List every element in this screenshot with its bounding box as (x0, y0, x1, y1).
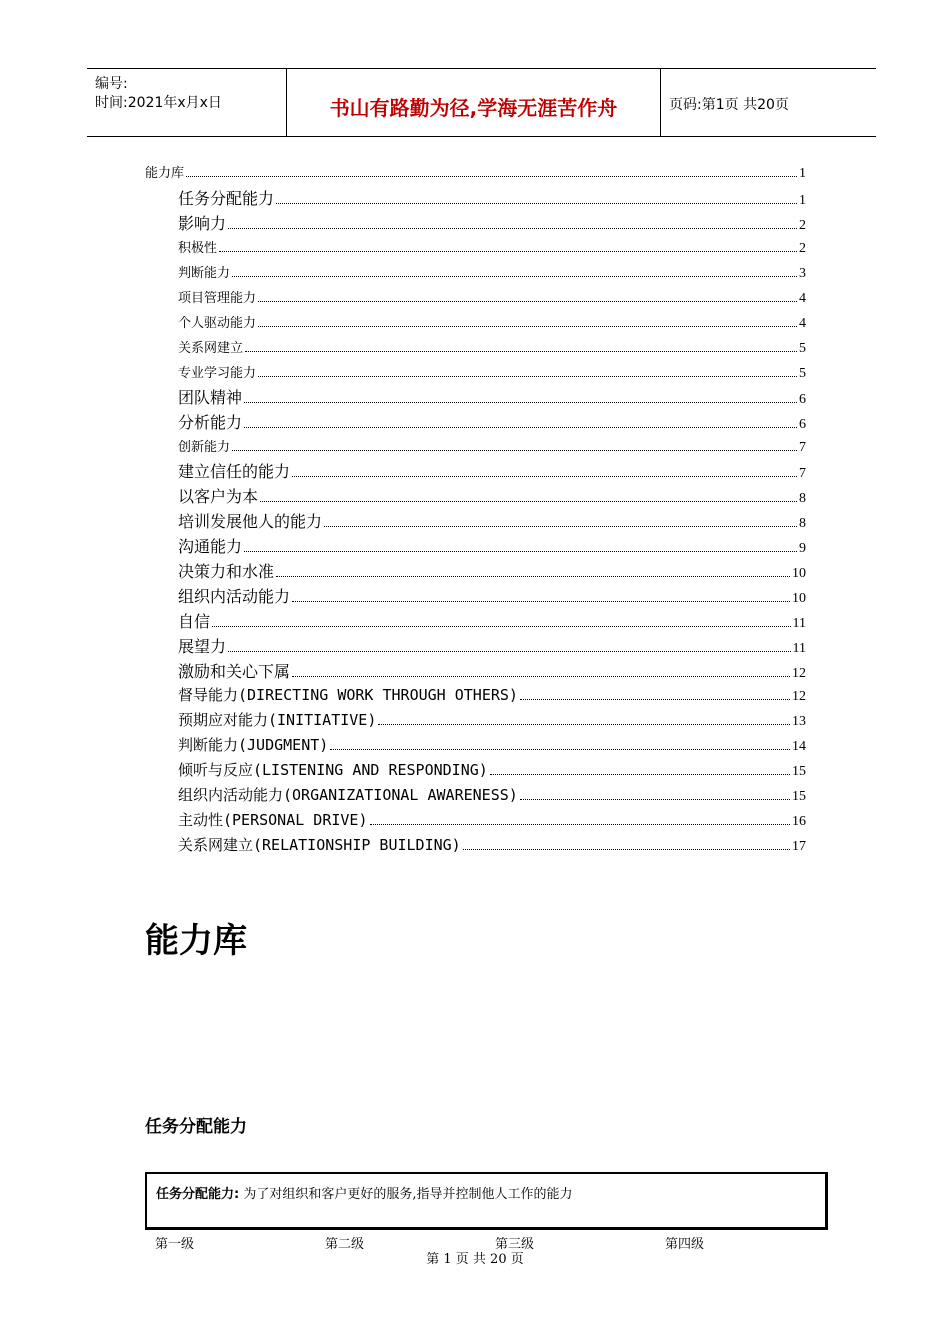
toc-entry-title: 激励和关心下属 (178, 662, 291, 681)
toc-entry-title: 积极性 (178, 241, 218, 256)
toc-entry-title: 建立信任的能力 (178, 462, 291, 481)
toc-entry[interactable] (178, 337, 806, 357)
toc-leader (244, 426, 797, 428)
toc-entry-page: 5 (799, 341, 806, 356)
toc-entry-page: 17 (792, 839, 806, 854)
toc-leader (232, 275, 797, 277)
toc-entry-page: 5 (799, 366, 806, 381)
toc-leader (260, 500, 797, 502)
toc-entry[interactable] (178, 684, 806, 705)
toc-entry[interactable] (178, 784, 806, 805)
toc-leader (244, 550, 797, 552)
header-motto: 书山有路勤为径,学海无涯苦作舟 (329, 96, 618, 120)
toc-entry-title: 组织内活动能力(ORGANIZATIONAL AWARENESS) (178, 786, 518, 804)
toc-entry-title: 主动性(PERSONAL DRIVE) (178, 811, 368, 829)
toc-leader (463, 848, 790, 850)
toc-entry-page: 2 (799, 241, 806, 256)
toc-leader (292, 675, 790, 677)
toc-entry-page: 3 (799, 266, 806, 281)
toc-entry-title: 培训发展他人的能力 (178, 512, 323, 531)
toc-entry-page: 11 (792, 641, 806, 656)
toc-entry[interactable] (178, 659, 806, 682)
toc-entry[interactable] (145, 162, 806, 182)
toc-entry-title: 分析能力 (178, 413, 243, 432)
main-title: 能力库 (145, 921, 247, 961)
toc-entry[interactable] (178, 484, 806, 507)
toc-entry-title: 专业学习能力 (178, 366, 257, 381)
toc-entry[interactable] (178, 584, 806, 607)
toc-entry[interactable] (178, 534, 806, 557)
toc-leader (186, 175, 797, 177)
toc-entry-title: 以客户为本 (178, 487, 259, 506)
toc-leader (378, 723, 790, 725)
toc-entry-title: 组织内活动能力 (178, 587, 291, 606)
toc-entry-title: 影响力 (178, 214, 227, 233)
toc-leader (520, 798, 790, 800)
toc-leader (258, 325, 797, 327)
level-2-label: 第二级 (325, 1237, 365, 1252)
toc-leader (219, 250, 797, 252)
toc-leader (276, 202, 797, 204)
toc-entry-page: 7 (799, 440, 806, 455)
toc-leader (292, 600, 790, 602)
toc-entry[interactable] (178, 609, 806, 632)
toc-entry[interactable] (178, 809, 806, 830)
toc-entry-title: 倾听与反应(LISTENING AND RESPONDING) (178, 761, 488, 779)
toc-entry-page: 10 (792, 566, 806, 581)
toc-leader (212, 625, 791, 627)
toc-leader (244, 401, 797, 403)
toc-entry-page: 14 (792, 739, 806, 754)
toc-entry[interactable] (178, 759, 806, 780)
toc-entry-page: 15 (792, 764, 806, 779)
toc-entry[interactable] (178, 436, 806, 456)
definition-box (145, 1172, 828, 1230)
toc-entry[interactable] (178, 262, 806, 282)
toc-entry[interactable] (178, 734, 806, 755)
toc-entry-page: 8 (799, 491, 806, 506)
toc-entry-page: 12 (792, 689, 806, 704)
header-page-cell (661, 69, 876, 136)
toc-leader (370, 823, 791, 825)
toc-entry-page: 4 (799, 316, 806, 331)
toc-entry-title: 个人驱动能力 (178, 316, 257, 331)
toc-entry-title: 判断能力 (178, 266, 231, 281)
toc-entry-title: 决策力和水准 (178, 562, 275, 581)
toc-entry[interactable] (178, 211, 806, 234)
toc-entry-page: 9 (799, 541, 806, 556)
toc-entry[interactable] (178, 410, 806, 433)
toc-entry-page: 1 (799, 193, 806, 208)
toc-entry-title: 沟通能力 (178, 537, 243, 556)
toc-entry[interactable] (178, 237, 806, 257)
toc-entry-page: 6 (799, 392, 806, 407)
toc-entry[interactable] (178, 287, 806, 307)
toc-entry-page: 6 (799, 417, 806, 432)
toc-entry[interactable] (178, 362, 806, 382)
definition-term: 任务分配能力: (156, 1187, 240, 1202)
toc-entry-title: 判断能力(JUDGMENT) (178, 736, 329, 754)
page-footer: 第 1 页 共 20 页 (426, 1252, 524, 1267)
toc-entry-title: 能力库 (145, 166, 185, 181)
toc-entry-title: 关系网建立 (178, 341, 244, 356)
level-1-label: 第一级 (155, 1237, 195, 1252)
toc-entry-page: 15 (792, 789, 806, 804)
toc-leader (520, 698, 790, 700)
toc-leader (292, 475, 797, 477)
document-date: 时间:2021年x月x日 (95, 95, 222, 111)
toc-entry[interactable] (178, 459, 806, 482)
toc-entry-page: 13 (792, 714, 806, 729)
toc-entry-title: 预期应对能力(INITIATIVE) (178, 711, 377, 729)
toc-entry[interactable] (178, 709, 806, 730)
toc-entry-title: 自信 (178, 612, 211, 631)
toc-entry[interactable] (178, 509, 806, 532)
toc-entry[interactable] (178, 186, 806, 209)
toc-entry-page: 7 (799, 466, 806, 481)
toc-leader (245, 350, 797, 352)
definition-text (156, 1183, 572, 1202)
toc-entry-page: 10 (792, 591, 806, 606)
toc-entry-page: 4 (799, 291, 806, 306)
toc-entry-title: 展望力 (178, 637, 227, 656)
toc-leader (330, 748, 790, 750)
toc-entry-page: 1 (799, 166, 806, 181)
toc-leader (276, 575, 790, 577)
header-motto-cell (287, 69, 661, 136)
toc-entry-title: 督导能力(DIRECTING WORK THROUGH OTHERS) (178, 686, 518, 704)
level-4-label: 第四级 (665, 1237, 705, 1252)
toc-entry-title: 创新能力 (178, 440, 231, 455)
section-title: 任务分配能力 (145, 1117, 247, 1137)
toc-entry-title: 团队精神 (178, 388, 243, 407)
header-meta-cell (87, 69, 287, 136)
toc-entry[interactable] (178, 834, 806, 855)
toc-entry-page: 2 (799, 218, 806, 233)
toc-entry-page: 12 (792, 666, 806, 681)
toc-entry-title: 任务分配能力 (178, 189, 275, 208)
toc-entry-page: 11 (792, 616, 806, 631)
toc-entry-page: 8 (799, 516, 806, 531)
toc-entry[interactable] (178, 385, 806, 408)
toc-entry[interactable] (178, 634, 806, 657)
toc-entry-title: 关系网建立(RELATIONSHIP BUILDING) (178, 836, 461, 854)
toc-entry[interactable] (178, 312, 806, 332)
toc-entry-title: 项目管理能力 (178, 291, 257, 306)
toc-leader (324, 525, 797, 527)
level-3-label: 第三级 (495, 1237, 535, 1252)
definition-body: 为了对组织和客户更好的服务,指导并控制他人工作的能力 (243, 1187, 573, 1202)
toc-entry[interactable] (178, 559, 806, 582)
toc-leader (490, 773, 790, 775)
toc-leader (232, 449, 797, 451)
toc-leader (228, 227, 797, 229)
document-number: 编号: (95, 76, 128, 92)
page-header (87, 68, 876, 137)
toc-leader (258, 375, 797, 377)
toc-leader (258, 300, 797, 302)
toc-entry-page: 16 (792, 814, 806, 829)
toc-leader (228, 650, 791, 652)
header-page-number: 页码:第1页 共20页 (669, 97, 789, 113)
